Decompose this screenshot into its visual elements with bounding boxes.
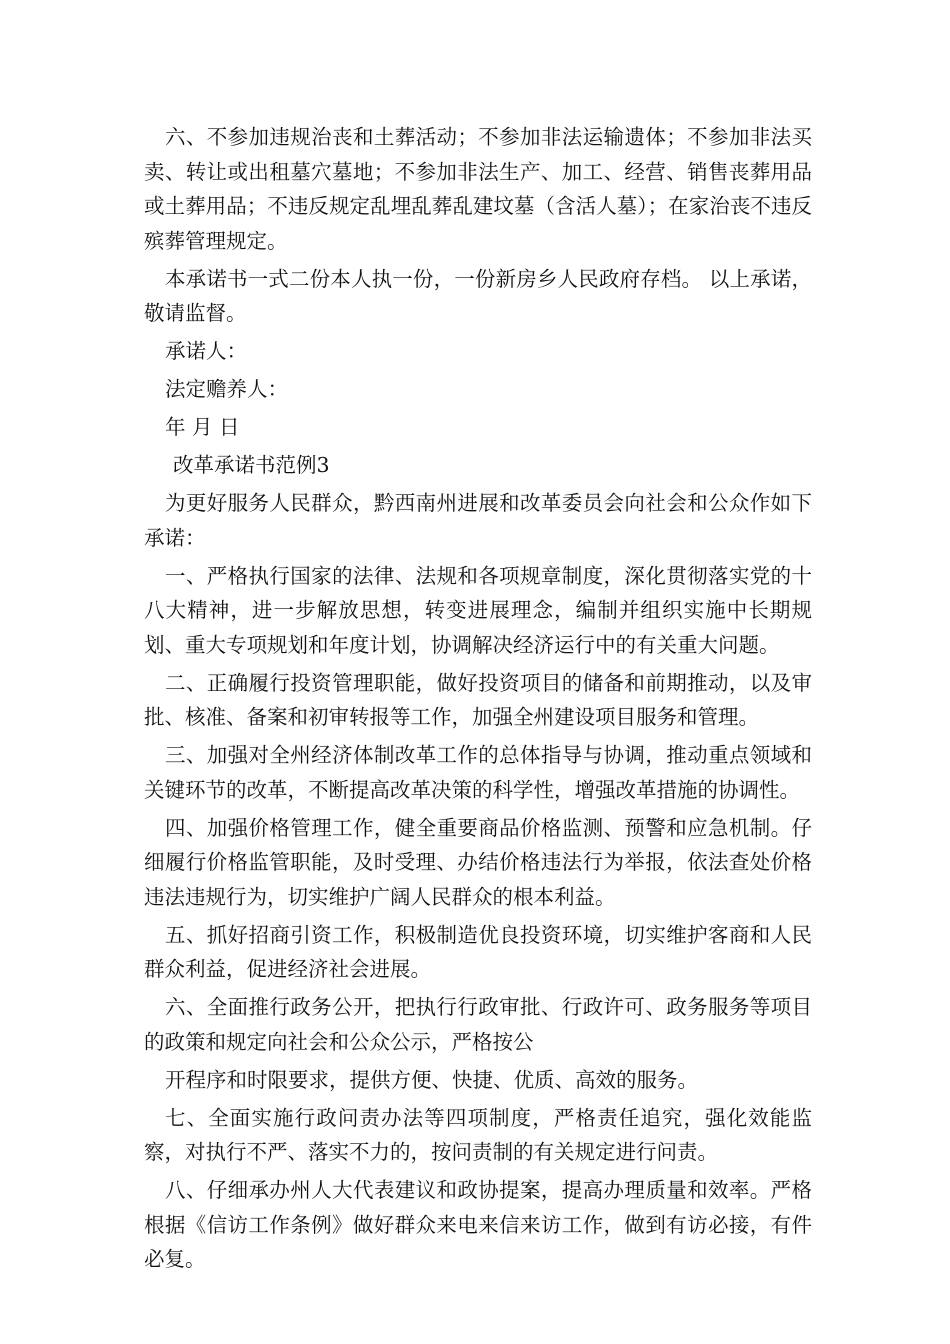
paragraph-intro: 为更好服务人民群众，黔西南州进展和改革委员会向社会和公众作如下承诺： — [144, 491, 812, 550]
paragraph-item-3: 三、加强对全州经济体制改革工作的总体指导与协调，推动重点领域和关键环节的改革，不断提高改革决策的科学性，增强改革措施的协调性。 — [144, 743, 812, 802]
signature-promisor: 承诺人： — [165, 339, 247, 363]
paragraph-item-6: 六、全面推行政务公开，把执行行政审批、行政许可、政务服务等项目的政策和规定向社会和公众公示，严格按公 — [144, 995, 812, 1054]
section-heading: 改革承诺书范例3 — [173, 453, 330, 477]
signature-guardian: 法定赡养人： — [165, 377, 288, 401]
paragraph-item-4: 四、加强价格管理工作，健全重要商品价格监测、预警和应急机制。仔细履行价格监管职能，及时受理、办结价格违法行为举报，依法查处价格违法违规行为，切实维护广阔人民群众的根本利益。 — [144, 815, 812, 909]
paragraph-copies-note: 本承诺书一式二份本人执一份，一份新房乡人民政府存档。 以上承诺，敬请监督。 — [144, 266, 812, 325]
signature-date: 年 月 日 — [165, 415, 240, 439]
paragraph-item-6-continued: 开程序和时限要求，提供方便、快捷、优质、高效的服务。 — [165, 1067, 698, 1092]
paragraph-item-8: 八、仔细承办州人大代表建议和政协提案，提高办理质量和效率。严格根据《信访工作条例》做好群众来电来信来访工作，做到有访必接，有件必复。 — [144, 1178, 812, 1271]
paragraph-item-5: 五、抓好招商引资工作，积极制造优良投资环境，切实维护客商和人民群众利益，促进经济社会进展。 — [144, 922, 812, 981]
paragraph-item-1: 一、严格执行国家的法律、法规和各项规章制度，深化贯彻落实党的十八大精神，进一步解放思想，转变进展理念，编制并组织实施中长期规划、重大专项规划和年度计划，协调解决经济运行中的有关重大问题。 — [144, 563, 812, 657]
document-body — [144, 120, 812, 1280]
paragraph-clause-6-funeral: 六、不参加违规治丧和土葬活动；不参加非法运输遗体；不参加非法买卖、转让或出租墓穴墓地；不参加非法生产、加工、经营、销售丧葬用品或土葬用品；不违反规定乱埋乱葬乱建坟墓（含活人墓）；在家治丧不违反殡葬管理规定。 — [144, 125, 812, 253]
paragraph-item-7: 七、全面实施行政问责办法等四项制度，严格责任追究，强化效能监察，对执行不严、落实不力的，按问责制的有关规定进行问责。 — [144, 1105, 812, 1164]
paragraph-item-2: 二、正确履行投资管理职能，做好投资项目的储备和前期推动，以及审批、核准、备案和初审转报等工作，加强全州建设项目服务和管理。 — [144, 670, 812, 729]
